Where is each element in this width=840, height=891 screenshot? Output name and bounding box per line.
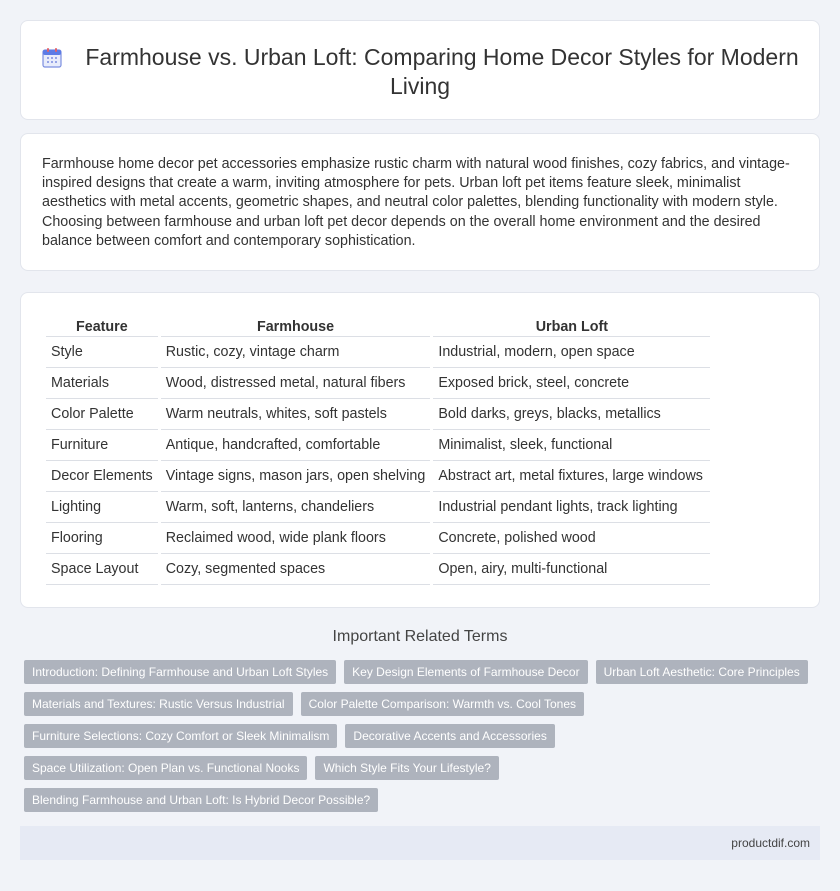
urban-loft-cell: Industrial pendant lights, track lighting bbox=[433, 492, 710, 523]
table-row bbox=[46, 337, 710, 368]
feature-cell: Style bbox=[46, 337, 158, 368]
intro-card bbox=[20, 133, 820, 271]
feature-cell: Space Layout bbox=[46, 554, 158, 585]
table-row bbox=[46, 368, 710, 399]
farmhouse-cell: Rustic, cozy, vintage charm bbox=[161, 337, 431, 368]
tag-row bbox=[24, 692, 824, 716]
table-row bbox=[46, 523, 710, 554]
table-row bbox=[46, 492, 710, 523]
feature-cell: Lighting bbox=[46, 492, 158, 523]
table-row bbox=[46, 554, 710, 585]
footer-bar bbox=[20, 826, 820, 860]
farmhouse-cell: Vintage signs, mason jars, open shelving bbox=[161, 461, 431, 492]
feature-cell: Furniture bbox=[46, 430, 158, 461]
urban-loft-cell: Abstract art, metal fixtures, large windows bbox=[433, 461, 710, 492]
page-title: Farmhouse vs. Urban Loft: Comparing Home Decor Styles for Modern Living bbox=[85, 44, 799, 99]
related-term-tag[interactable]: Color Palette Comparison: Warmth vs. Cool Tones bbox=[301, 692, 584, 716]
page-title-wrap bbox=[21, 43, 819, 101]
feature-cell: Decor Elements bbox=[46, 461, 158, 492]
related-term-tag[interactable]: Introduction: Defining Farmhouse and Urban Loft Styles bbox=[24, 660, 336, 684]
related-term-tag[interactable]: Space Utilization: Open Plan vs. Functional Nooks bbox=[24, 756, 307, 780]
table-header-row bbox=[46, 315, 710, 337]
related-term-tag[interactable]: Blending Farmhouse and Urban Loft: Is Hybrid Decor Possible? bbox=[24, 788, 378, 812]
header-card bbox=[20, 20, 820, 120]
footer-site-link[interactable]: productdif.com bbox=[731, 836, 810, 850]
farmhouse-cell: Warm neutrals, whites, soft pastels bbox=[161, 399, 431, 430]
related-term-tag[interactable]: Decorative Accents and Accessories bbox=[345, 724, 554, 748]
farmhouse-cell: Reclaimed wood, wide plank floors bbox=[161, 523, 431, 554]
farmhouse-cell: Antique, handcrafted, comfortable bbox=[161, 430, 431, 461]
comparison-table bbox=[43, 315, 713, 585]
column-header-feature: Feature bbox=[46, 315, 158, 337]
farmhouse-cell: Warm, soft, lanterns, chandeliers bbox=[161, 492, 431, 523]
farmhouse-cell: Cozy, segmented spaces bbox=[161, 554, 431, 585]
urban-loft-cell: Bold darks, greys, blacks, metallics bbox=[433, 399, 710, 430]
related-terms-list bbox=[24, 660, 824, 820]
tag-row bbox=[24, 756, 824, 780]
related-term-tag[interactable]: Key Design Elements of Farmhouse Decor bbox=[344, 660, 587, 684]
related-term-tag[interactable]: Furniture Selections: Cozy Comfort or Sleek Minimalism bbox=[24, 724, 337, 748]
tag-row bbox=[24, 788, 824, 812]
related-term-tag[interactable]: Which Style Fits Your Lifestyle? bbox=[315, 756, 498, 780]
feature-cell: Materials bbox=[46, 368, 158, 399]
urban-loft-cell: Concrete, polished wood bbox=[433, 523, 710, 554]
intro-paragraph: Farmhouse home decor pet accessories emphasize rustic charm with natural wood finishes, cozy fabrics, and vintage-inspired designs that create a warm, inviting atmosphere for pets. Urban loft pet items feature sleek, minimalist aesthetics with metal accents, geometric shapes, and neutral color palettes, blending functionality with modern style. Choosing between farmhouse and urban loft pet decor depends on the overall home environment and the desired balance between comfort and contemporary sophistication. bbox=[42, 156, 790, 249]
farmhouse-cell: Wood, distressed metal, natural fibers bbox=[161, 368, 431, 399]
tag-row bbox=[24, 724, 824, 748]
urban-loft-cell: Open, airy, multi-functional bbox=[433, 554, 710, 585]
feature-cell: Color Palette bbox=[46, 399, 158, 430]
urban-loft-cell: Exposed brick, steel, concrete bbox=[433, 368, 710, 399]
table-row bbox=[46, 430, 710, 461]
urban-loft-cell: Minimalist, sleek, functional bbox=[433, 430, 710, 461]
table-row bbox=[46, 399, 710, 430]
column-header-farmhouse: Farmhouse bbox=[161, 315, 431, 337]
feature-cell: Flooring bbox=[46, 523, 158, 554]
comparison-table-card bbox=[20, 292, 820, 608]
urban-loft-cell: Industrial, modern, open space bbox=[433, 337, 710, 368]
related-terms-heading: Important Related Terms bbox=[332, 628, 508, 645]
related-term-tag[interactable]: Materials and Textures: Rustic Versus Industrial bbox=[24, 692, 293, 716]
table-row bbox=[46, 461, 710, 492]
related-term-tag[interactable]: Urban Loft Aesthetic: Core Principles bbox=[596, 660, 808, 684]
column-header-urban-loft: Urban Loft bbox=[433, 315, 710, 337]
calendar-icon bbox=[41, 47, 63, 69]
tag-row bbox=[24, 660, 824, 684]
